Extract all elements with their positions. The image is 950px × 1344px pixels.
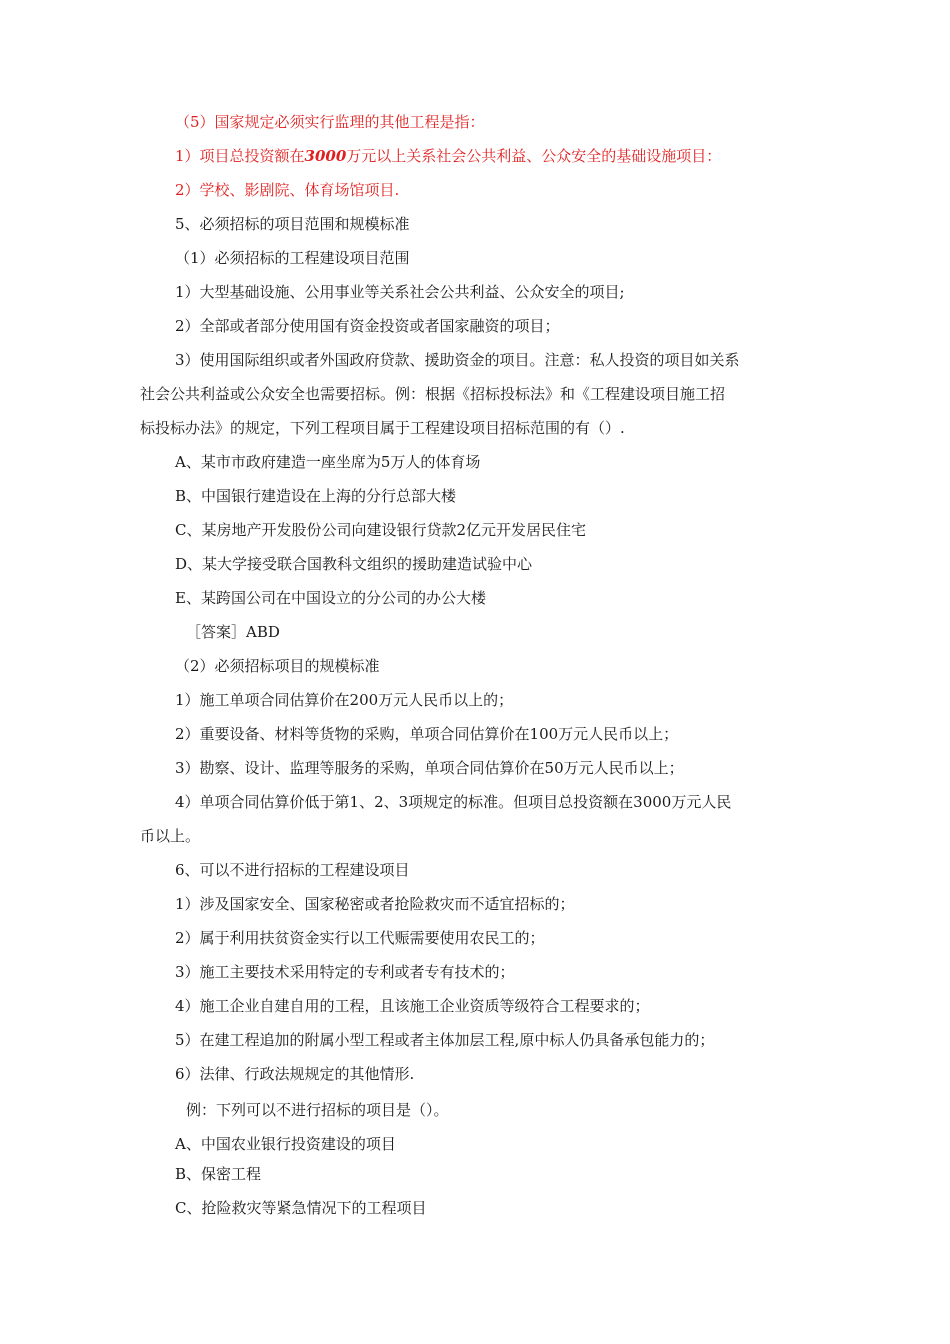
option-c: C、某房地产开发股份公司向建设银行贷款2亿元开发居民住宅 [175, 521, 587, 539]
scope-item-3-cont-1: 社会公共利益或公众安全也需要招标。例：根据《招标投标法》和《工程建设项目施工招 [140, 385, 726, 403]
supervision-item-1-suffix: 万元以上关系社会公共利益、公众安全的基础设施项目： [346, 147, 722, 165]
heading-supervision-other-projects: （5）国家规定必须实行监理的其他工程是指： [175, 113, 485, 131]
exempt-item-3: 3）施工主要技术采用特定的专利或者专有技术的； [175, 963, 515, 981]
scope-item-3-cont-2: 标投标办法》的规定，下列工程项目属于工程建设项目招标范围的有（）. [140, 419, 625, 437]
supervision-item-1-amount: 3000 [304, 147, 347, 165]
scope-item-1: 1）大型基础设施、公用事业等关系社会公共利益、公众安全的项目; [175, 283, 625, 301]
scope-item-2: 2）全部或者部分使用国有资金投资或者国家融资的项目； [175, 317, 560, 335]
scale-item-4-cont: 币以上。 [140, 827, 201, 845]
example-option-a: A、中国农业银行投资建设的项目 [175, 1135, 396, 1153]
exempt-item-4: 4）施工企业自建自用的工程，且该施工企业资质等级符合工程要求的； [175, 997, 650, 1015]
subsection-1-heading: （1）必须招标的工程建设项目范围 [175, 249, 410, 267]
scope-item-3: 3）使用国际组织或者外国政府贷款、援助资金的项目。注意：私人投资的项目如关系 [175, 351, 740, 369]
example-option-b: B、保密工程 [175, 1165, 262, 1183]
scale-item-3: 3）勘察、设计、监理等服务的采购，单项合同估算价在50万元人民币以上； [175, 759, 684, 777]
scale-item-1: 1）施工单项合同估算价在200万元人民币以上的； [175, 691, 514, 709]
section-5-heading: 5、必须招标的项目范围和规模标准 [175, 215, 410, 233]
section-6-heading: 6、可以不进行招标的工程建设项目 [175, 861, 410, 879]
supervision-item-1 [175, 146, 721, 166]
scale-item-2: 2）重要设备、材料等货物的采购，单项合同估算价在100万元人民币以上； [175, 725, 679, 743]
exempt-item-2: 2）属于利用扶贫资金实行以工代赈需要使用农民工的； [175, 929, 545, 947]
answer: ［答案］ABD [186, 623, 280, 641]
scale-item-4: 4）单项合同估算价低于第1、2、3项规定的标准。但项目总投资额在3000万元人民 [175, 793, 732, 811]
example-option-c: C、抢险救灾等紧急情况下的工程项目 [175, 1199, 427, 1217]
exempt-item-6: 6）法律、行政法规规定的其他情形. [175, 1065, 415, 1083]
supervision-item-1-prefix: 1）项目总投资额在 [175, 147, 305, 165]
option-b: B、中国银行建造设在上海的分行总部大楼 [175, 487, 457, 505]
supervision-item-2: 2）学校、影剧院、体育场馆项目. [175, 181, 400, 199]
option-a: A、某市市政府建造一座坐席为5万人的体育场 [175, 453, 481, 471]
exempt-item-5: 5）在建工程追加的附属小型工程或者主体加层工程,原中标人仍具备承包能力的； [175, 1031, 715, 1049]
exempt-item-1: 1）涉及国家安全、国家秘密或者抢险救灾而不适宜招标的； [175, 895, 575, 913]
example-question: 例：下列可以不进行招标的项目是（）。 [186, 1101, 449, 1119]
subsection-2-heading: （2）必须招标项目的规模标准 [175, 657, 380, 675]
option-e: E、某跨国公司在中国设立的分公司的办公大楼 [175, 589, 486, 607]
option-d: D、某大学接受联合国教科文组织的援助建造试验中心 [175, 555, 533, 573]
